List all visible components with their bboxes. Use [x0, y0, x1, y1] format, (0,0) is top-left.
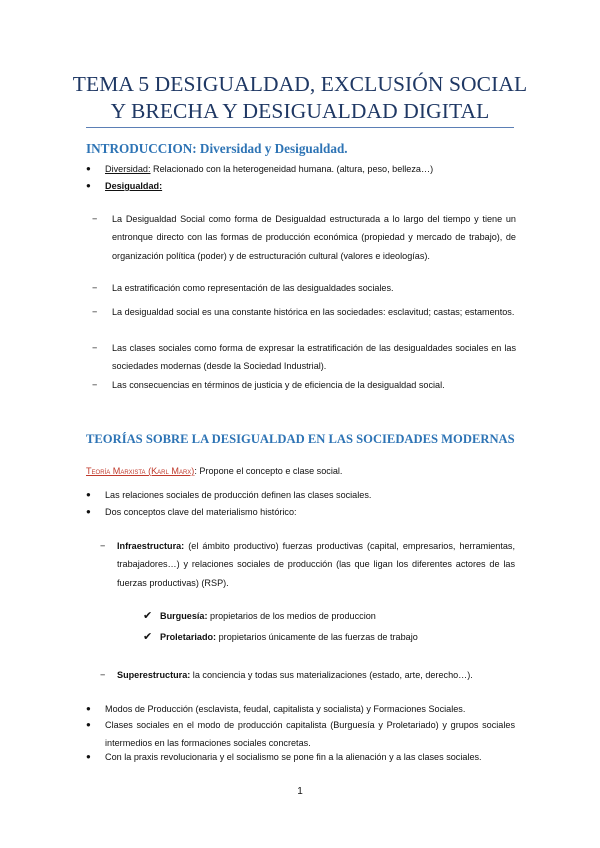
dash-text: La desigualdad social es una constante histórica en las sociedades: esclavitud; castas; estamentos. — [112, 307, 515, 317]
section-heading-introduccion: INTRODUCCION: Diversidad y Desigualdad. — [86, 141, 348, 156]
bullet-label: Diversidad: — [105, 164, 151, 174]
dash-icon: − — [92, 214, 98, 224]
theory-line — [86, 462, 342, 480]
infra-text: (el ámbito productivo) fuerzas productivas (capital, empresarios, herramientas, trabajadores…) y relaciones sociales de producción (las que ligan los diferentes actores de las fuerzas productivas) (RSP). — [117, 541, 515, 588]
dash-icon: − — [92, 283, 98, 293]
checkmark-icon: ✔ — [143, 610, 153, 622]
checkmark-icon: ✔ — [143, 631, 153, 643]
theory-label: Teoría Marxista (Karl Marx) — [86, 466, 195, 476]
bullet-text: Clases sociales en el modo de producción capitalista (Burguesía y Proletariado) y grupos sociales intermedios en las formaciones sociales concretas. — [105, 720, 515, 749]
section-heading-teorias: TEORÍAS SOBRE LA DESIGUALDAD EN LAS SOCIEDADES MODERNAS — [86, 432, 515, 446]
document-title — [60, 71, 540, 125]
bullet-text: Las relaciones sociales de producción definen las clases sociales. — [105, 490, 372, 500]
check-label: Burguesía: — [160, 611, 208, 621]
title-line-2: Y BRECHA Y DESIGUALDAD DIGITAL — [110, 99, 490, 123]
bullet-dot-icon: ● — [86, 181, 91, 190]
bullet-text: Dos conceptos clave del materialismo histórico: — [105, 507, 297, 517]
dash-text: La Desigualdad Social como forma de Desigualdad estructurada a lo largo del tiempo y tiene un entronque directo con las formas de producción económica (propiedad y mercado de trabajo), de organización política (poder) y de estructuración cultural (valores e ideologías). — [112, 214, 516, 261]
bullet-dot-icon: ● — [86, 752, 91, 761]
title-line-1: TEMA 5 DESIGUALDAD, EXCLUSIÓN SOCIAL — [72, 72, 528, 96]
bullet-label: Desigualdad: — [105, 181, 163, 191]
dash-icon: − — [92, 380, 98, 390]
check-text: propietarios de los medios de produccion — [207, 611, 376, 621]
infra-label: Infraestructura: — [117, 541, 185, 551]
title-divider — [86, 127, 514, 128]
bullet-text: Modos de Producción (esclavista, feudal, capitalista y socialista) y Formaciones Sociales. — [105, 704, 466, 714]
check-label: Proletariado: — [160, 632, 217, 642]
dash-icon: − — [100, 541, 106, 551]
dash-icon: − — [92, 343, 98, 353]
super-text: la conciencia y todas sus materializaciones (estado, arte, derecho…). — [190, 670, 473, 680]
bullet-dot-icon: ● — [86, 507, 91, 516]
dash-text: Las clases sociales como forma de expresar la estratificación de las desigualdades sociales en las sociedades modernas (desde la Sociedad Industrial). — [112, 343, 516, 372]
bullet-text: Relacionado con la heterogeneidad humana. (altura, peso, belleza…) — [150, 164, 434, 174]
bullet-dot-icon: ● — [86, 490, 91, 499]
bullet-dot-icon: ● — [86, 164, 91, 173]
theory-text: : Propone el concepto e clase social. — [194, 466, 343, 476]
page-number: 1 — [297, 786, 303, 797]
dash-text: Las consecuencias en términos de justicia y de eficiencia de la desigualdad social. — [112, 380, 445, 390]
dash-icon: − — [92, 307, 98, 317]
bullet-text: Con la praxis revolucionaria y el socialismo se pone fin a la alienación y a las clases sociales. — [105, 752, 482, 762]
bullet-dot-icon: ● — [86, 704, 91, 713]
dash-text: La estratificación como representación de las desigualdades sociales. — [112, 283, 394, 293]
bullet-dot-icon: ● — [86, 720, 91, 729]
check-text: propietarios únicamente de las fuerzas de trabajo — [216, 632, 418, 642]
super-label: Superestructura: — [117, 670, 191, 680]
dash-icon: − — [100, 670, 106, 680]
